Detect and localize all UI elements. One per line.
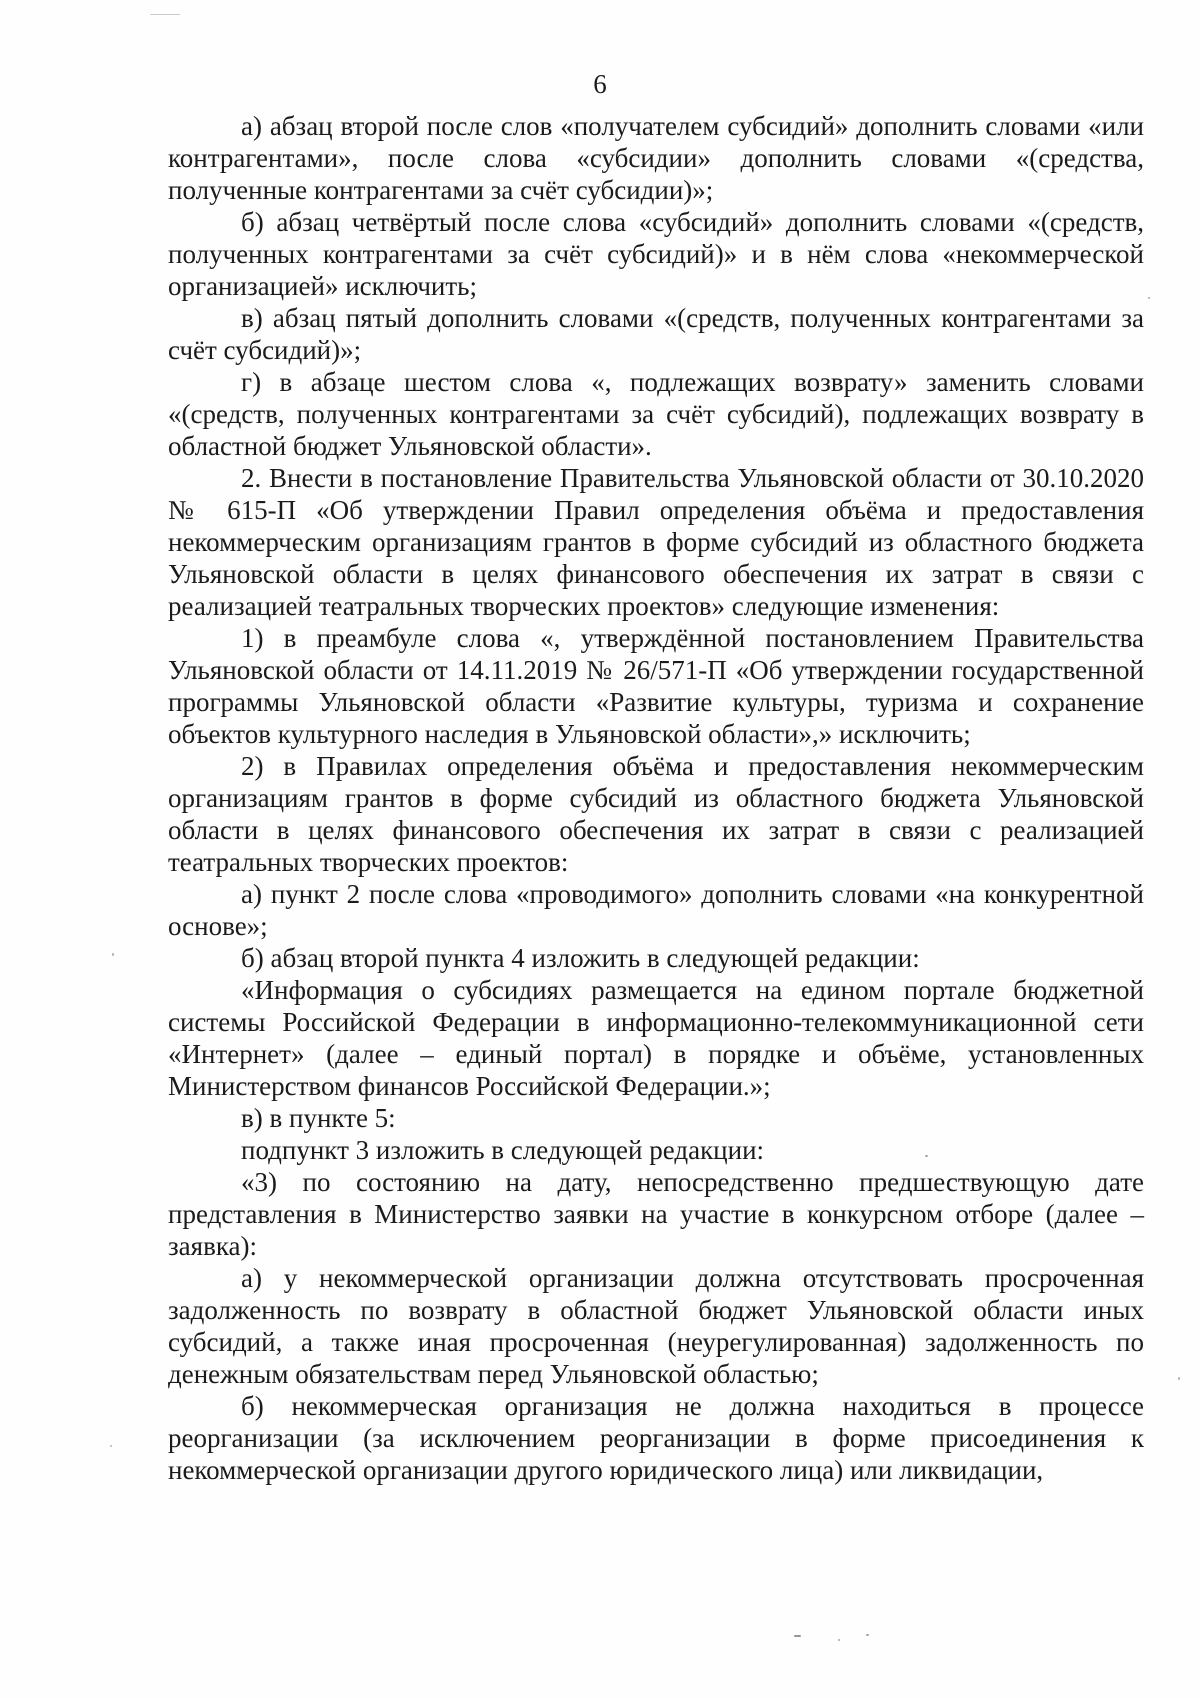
paragraph-item-2: 2. Внести в постановление Правительства Ульяновской области от 30.10.2020 № 615-П «Об утверждении Правил определения объёма и предоставления некоммерческим организациям грантов в форме субсидий из областного бюджета Ульяновской области в целях финансового обеспечения их затрат в связи с реализацией театральных творческих проектов» следующие изменения: — [168, 463, 1144, 621]
scan-speck — [925, 1155, 928, 1157]
scan-speck — [112, 953, 114, 956]
paragraph-info-quote: «Информация о субсидиях размещается на едином портале бюджетной системы Российской Федерации в информационно-телекоммуникационной сети «Интернет» (далее – единый портал) в порядке и объёме, установленных Министерством финансов Российской Федерации.»; — [168, 975, 1144, 1101]
page-number: 6 — [593, 69, 607, 99]
scan-speck — [1178, 1377, 1180, 1380]
paragraph-sub-1-preamble: 1) в преамбуле слова «, утверждённой постановлением Правительства Ульяновской области от 14.11.2019 № 26/571-П «Об утверждении государственной программы Ульяновской области «Развитие культуры, туризма и сохранение объектов культурного наследия в Ульяновской области»,» исключить; — [168, 623, 1144, 749]
scan-speck — [794, 1635, 801, 1637]
paragraph-a-point-2: а) пункт 2 после слова «проводимого» дополнить словами «на конкурентной основе»; — [168, 879, 1144, 941]
paragraph-b-reorganization: б) некоммерческая организация не должна находиться в процессе реорганизации (за исключением реорганизации в форме присоединения к некоммерческой организации другого юридического лица) или ликвидации, — [168, 1391, 1144, 1485]
scan-speck — [110, 1445, 112, 1447]
document-body — [168, 110, 1144, 1486]
paragraph-b-point-4: б) абзац второй пункта 4 изложить в следующей редакции: — [241, 943, 920, 973]
paragraph-g-sixth-abzac: г) в абзаце шестом слова «, подлежащих возврату» заменить словами «(средств, полученных контрагентами за счёт субсидий), подлежащих возврату в областной бюджет Ульяновской области». — [168, 367, 1144, 461]
scan-speck — [150, 14, 180, 15]
paragraph-a-second-abzac: а) абзац второй после слов «получателем субсидий» дополнить словами «или контрагентами», после слова «субсидии» дополнить словами «(средства, полученные контрагентами за счёт субсидии)»; — [168, 111, 1144, 205]
scan-speck — [866, 1634, 869, 1636]
paragraph-sub-2-rules: 2) в Правилах определения объёма и предоставления некоммерческим организациям грантов в форме субсидий из областного бюджета Ульяновской области в целях финансового обеспечения их затрат в связи с реализацией театральных творческих проектов: — [168, 751, 1144, 877]
paragraph-b-fourth-abzac: б) абзац четвёртый после слова «субсидий» дополнить словами «(средств, полученных контрагентами за счёт субсидий)» и в нём слова «некоммерческой организацией» исключить; — [168, 207, 1144, 301]
paragraph-v-fifth-abzac: в) абзац пятый дополнить словами «(средств, полученных контрагентами за счёт субсидий)»; — [168, 303, 1144, 365]
paragraph-v-point-5: в) в пункте 5: — [241, 1103, 396, 1133]
paragraph-quote-3: «3) по состоянию на дату, непосредственно предшествующую дате представления в Министерство заявки на участие в конкурсном отборе (далее – заявка): — [168, 1167, 1144, 1261]
paragraph-a-debt: а) у некоммерческой организации должна отсутствовать просроченная задолженность по возврату в областной бюджет Ульяновской области иных субсидий, а также иная просроченная (неурегулированная) задолженность по денежным обязательствам перед Ульяновской областью; — [168, 1263, 1144, 1389]
paragraph-subpoint-3: подпункт 3 изложить в следующей редакции: — [241, 1135, 765, 1165]
scan-speck — [838, 1639, 840, 1641]
scan-speck — [1148, 297, 1150, 299]
